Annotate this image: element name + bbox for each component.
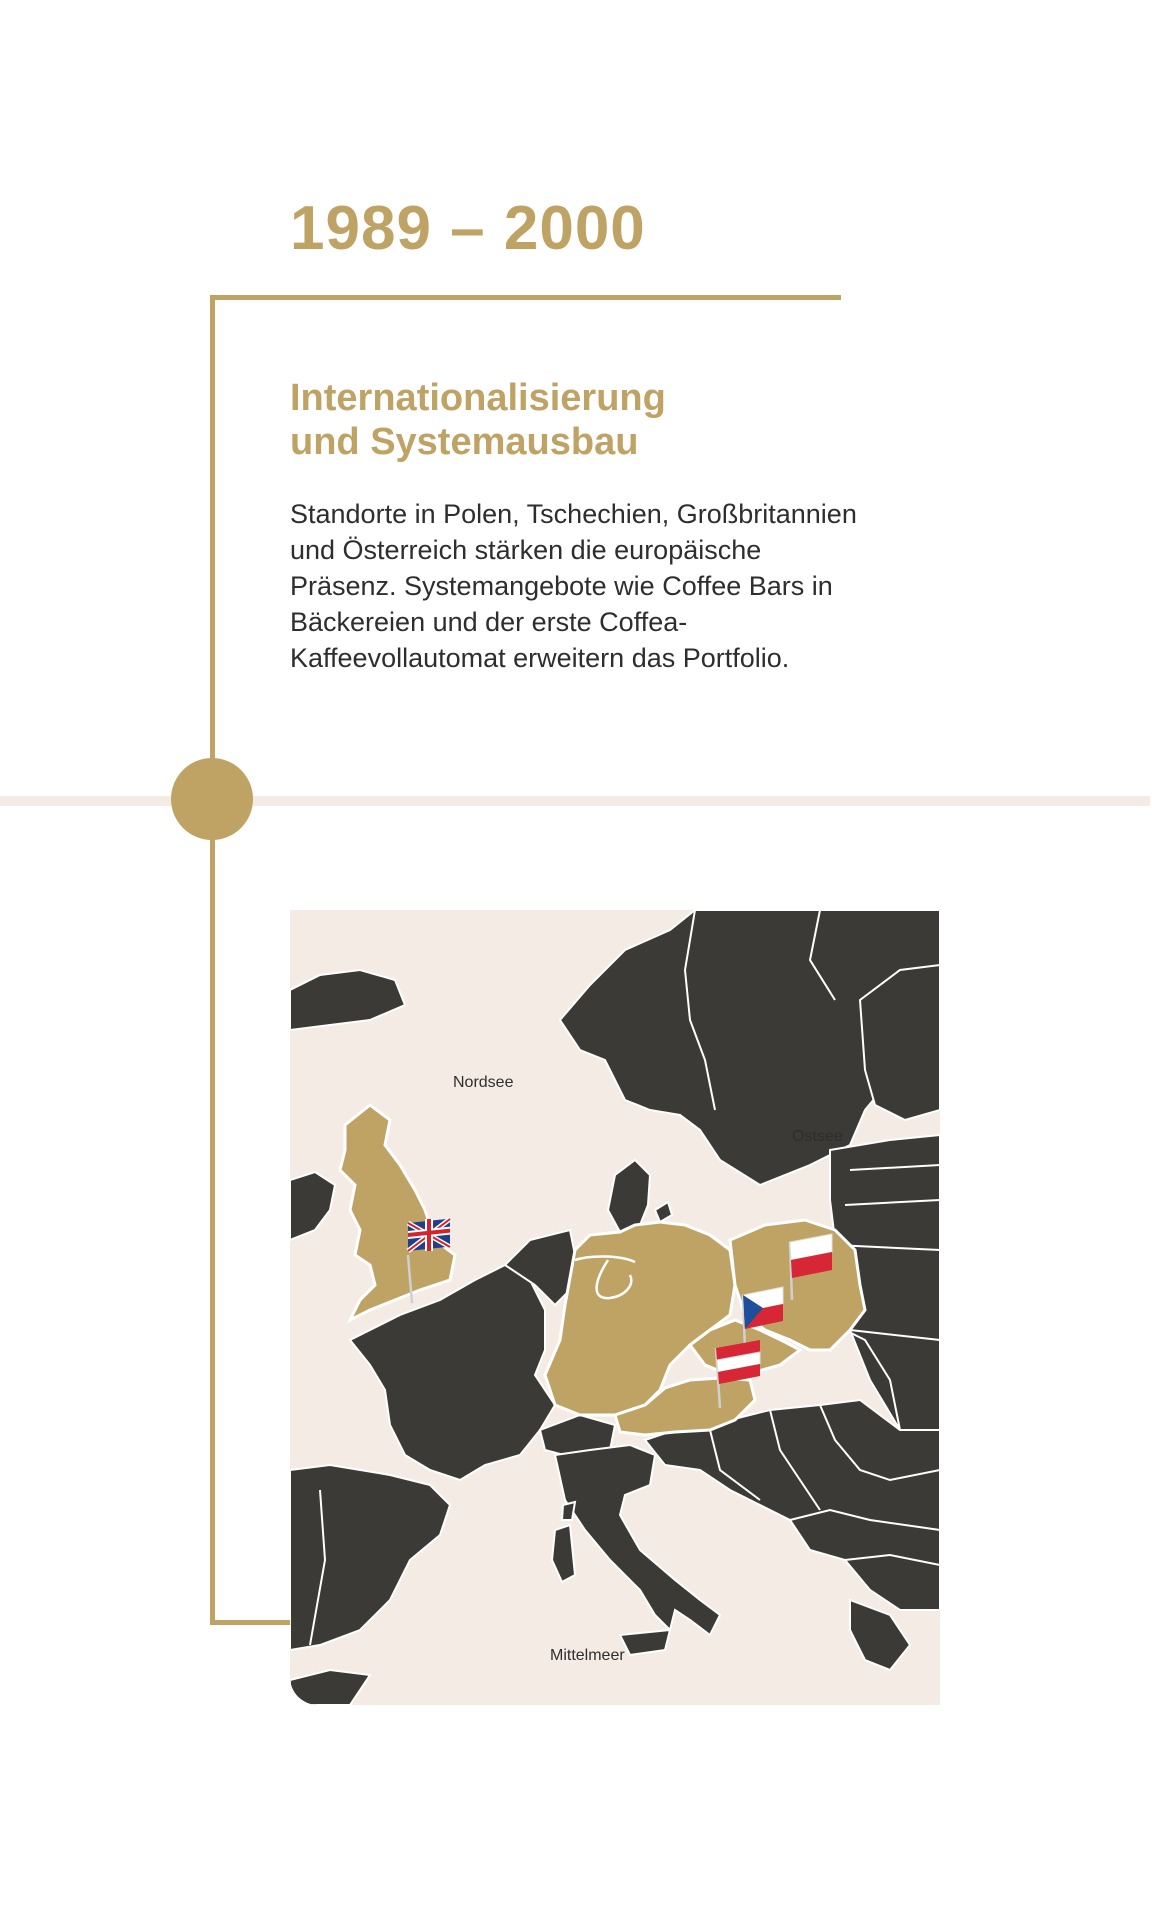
timeline-marker-dot [171,758,253,840]
body-line-2: und Österreich stärken die europäische [290,535,762,565]
section-title [290,376,990,464]
body-line-3: Präsenz. Systemangebote wie Coffee Bars in [290,571,833,601]
year-range-heading: 1989 – 2000 [290,194,646,263]
timeline-bottom-line [210,1620,292,1625]
body-line-5: Kaffeevollautomat erweitern das Portfolio. [290,643,790,673]
body-line-4: Bäckereien und der erste Coffea- [290,607,688,637]
timeline-top-line [210,295,841,300]
label-baltic-sea: Ostsee [792,1128,843,1145]
section-title-line-2: und Systemausbau [290,421,639,463]
label-north-sea: Nordsee [453,1074,514,1091]
body-line-1: Standorte in Polen, Tschechien, Großbritannien [290,499,857,529]
label-mediterranean: Mittelmeer [550,1647,625,1664]
europe-map [290,910,940,1705]
section-body [290,496,990,676]
timeline-vertical-line [210,295,215,1625]
section-title-line-1: Internationalisierung [290,377,666,419]
